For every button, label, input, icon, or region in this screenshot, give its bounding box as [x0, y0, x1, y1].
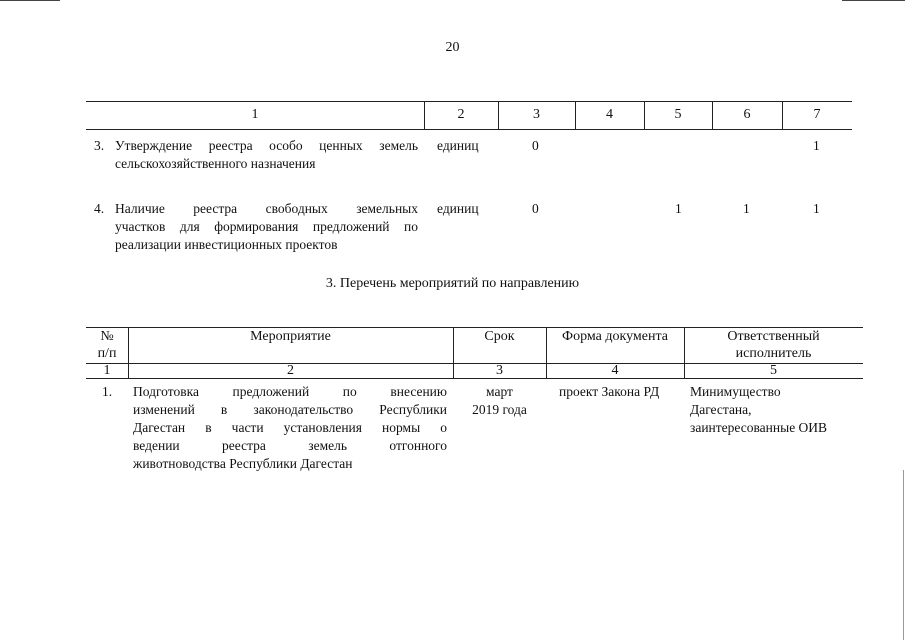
term-line: март [486, 384, 513, 399]
value-col5: 1 [675, 201, 682, 216]
activity-line: изменений в законодательство Республики [133, 402, 447, 417]
responsible-line: Минимущество [690, 384, 781, 399]
header-term: Срок [484, 329, 515, 344]
indicator-name-line: реализации инвестиционных проектов [115, 237, 338, 252]
section-title: 3. Перечень мероприятий по направлению [325, 276, 580, 291]
table1-header-col7: 7 [813, 107, 821, 122]
table1-header-col2: 2 [457, 107, 465, 122]
value-col7: 1 [813, 138, 820, 153]
colnum-3: 3 [496, 363, 503, 378]
header-doc-form: Форма документа [562, 329, 668, 344]
table1-header-col4: 4 [606, 107, 613, 122]
table1-header-col3: 3 [533, 107, 540, 122]
activity-line: животноводства Республики Дагестан [133, 456, 353, 471]
doc-form-cell: проект Закона РД [559, 384, 660, 399]
table1-header-col1: 1 [251, 107, 259, 122]
activity-line: Дагестан в части установления нормы о [133, 420, 447, 435]
header-num-line2: п/п [97, 346, 117, 361]
indicator-name-line: Утверждение реестра особо ценных земель [115, 138, 418, 153]
unit-cell: единиц [437, 138, 479, 153]
row-number: 3. [94, 138, 105, 153]
scan-edge-mark-left [0, 0, 60, 1]
indicator-name-line: сельскохозяйственного назначения [115, 156, 316, 171]
colnum-1: 1 [103, 363, 111, 378]
term-line: 2019 года [472, 402, 527, 417]
activity-line: Подготовка предложений по внесению [133, 384, 447, 399]
table1-header-col5: 5 [674, 107, 682, 122]
activity-line: ведении реестра земель отгонного [133, 438, 447, 453]
value-col6: 1 [743, 201, 750, 216]
indicator-name-line: Наличие реестра свободных земельных [115, 201, 418, 216]
responsible-line: заинтересованные ОИВ [690, 420, 828, 435]
value-col3: 0 [532, 201, 539, 216]
value-col3: 0 [532, 138, 539, 153]
unit-cell: единиц [437, 201, 479, 216]
header-num-line1: № [100, 329, 114, 344]
colnum-4: 4 [611, 363, 619, 378]
header-activity: Мероприятие [250, 329, 331, 344]
value-col7: 1 [813, 201, 820, 216]
colnum-2: 2 [287, 363, 294, 378]
header-responsible-line1: Ответственный [727, 329, 820, 344]
scan-edge-mark-side [903, 470, 904, 640]
row-number: 1. [102, 384, 113, 399]
table1-header-col6: 6 [743, 107, 751, 122]
colnum-5: 5 [770, 363, 777, 378]
indicator-name-line: участков для формирования предложений по [115, 219, 418, 234]
scan-edge-mark-right [842, 0, 905, 1]
row-number: 4. [94, 201, 105, 216]
header-responsible-line2: исполнитель [735, 346, 812, 361]
responsible-line: Дагестана, [690, 402, 752, 417]
page-number: 20 [445, 40, 460, 55]
